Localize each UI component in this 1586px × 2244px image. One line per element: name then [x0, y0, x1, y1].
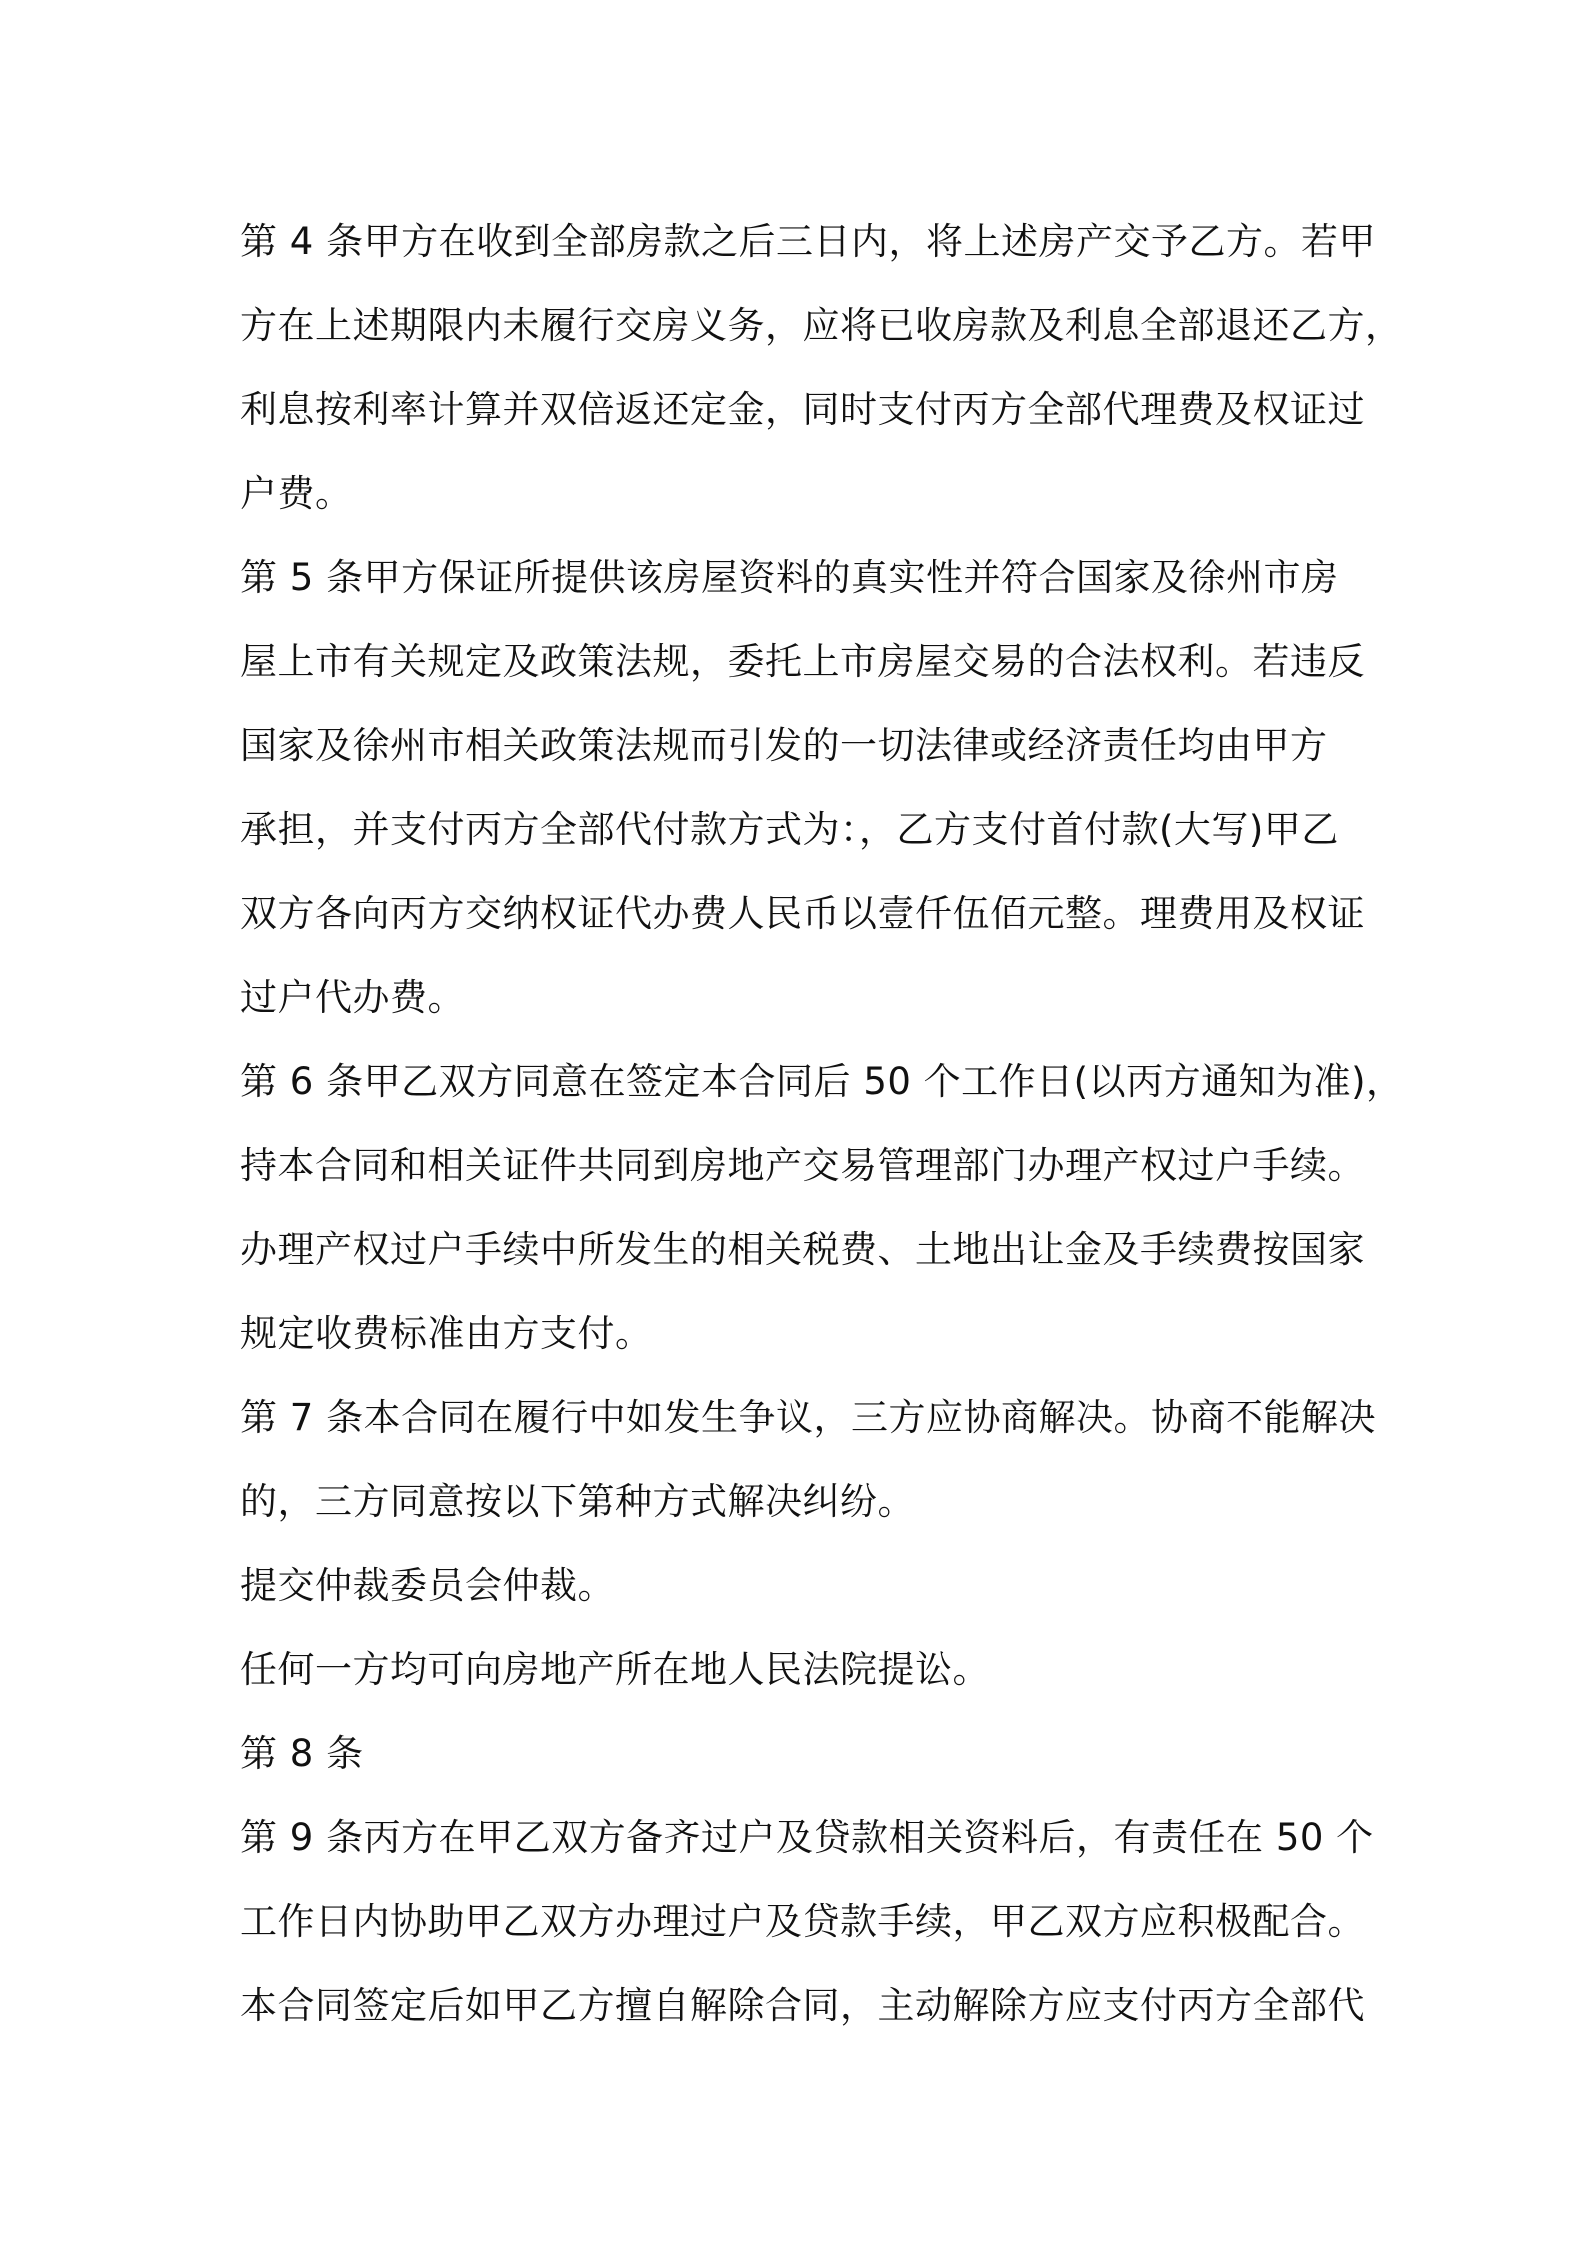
article-7-paragraph [240, 1376, 1377, 1544]
text-line: 持本合同和相关证件共同到房地产交易管理部门办理产权过户手续。 [240, 1144, 1365, 1187]
text-line: 的，三方同意按以下第种方式解决纠纷。 [240, 1480, 915, 1523]
text-line: 工作日内协助甲乙双方办理过户及贷款手续，甲乙双方应积极配合。 [240, 1900, 1365, 1943]
text-line: 方在上述期限内未履行交房义务，应将已收房款及利息全部退还乙方， [240, 304, 1403, 347]
text-line: 屋上市有关规定及政策法规，委托上市房屋交易的合法权利。若违反 [240, 640, 1365, 683]
article-5-paragraph [240, 536, 1365, 1040]
text-line: 第 5 条甲方保证所提供该房屋资料的真实性并符合国家及徐州市房 [240, 556, 1339, 599]
text-line: 第 9 条丙方在甲乙双方备齐过户及贷款相关资料后，有责任在 50 个 [240, 1816, 1374, 1859]
text-line: 第 7 条本合同在履行中如发生争议，三方应协商解决。协商不能解决 [240, 1396, 1377, 1439]
arbitration-option [240, 1544, 1360, 1628]
article-8-paragraph [240, 1712, 1360, 1796]
text-line: 第 6 条甲乙双方同意在签定本合同后 50 个工作日(以丙方通知为准)， [240, 1060, 1404, 1103]
text-line: 承担，并支付丙方全部代付款方式为：，乙方支付首付款(大写)甲乙 [240, 808, 1339, 851]
text-line: 户费。 [240, 472, 353, 515]
text-line: 第 4 条甲方在收到全部房款之后三日内，将上述房产交予乙方。若甲 [240, 220, 1377, 263]
article-9-paragraph [240, 1796, 1374, 2048]
contract-body [240, 200, 1404, 2048]
text-line: 双方各向丙方交纳权证代办费人民币以壹仟伍佰元整。理费用及权证 [240, 892, 1365, 935]
text-line: 国家及徐州市相关政策法规而引发的一切法律或经济责任均由甲方 [240, 724, 1328, 767]
text-line: 任何一方均可向房地产所在地人民法院提讼。 [240, 1648, 990, 1691]
text-line: 第 8 条 [240, 1732, 364, 1775]
text-line: 利息按利率计算并双倍返还定金，同时支付丙方全部代理费及权证过 [240, 388, 1365, 431]
text-line: 办理产权过户手续中所发生的相关税费、土地出让金及手续费按国家 [240, 1228, 1365, 1271]
litigation-option [240, 1628, 1360, 1712]
article-6-paragraph [240, 1040, 1404, 1376]
article-4-paragraph [240, 200, 1403, 536]
text-line: 本合同签定后如甲乙方擅自解除合同，主动解除方应支付丙方全部代 [240, 1984, 1365, 2027]
text-line: 提交仲裁委员会仲裁。 [240, 1564, 615, 1607]
text-line: 过户代办费。 [240, 976, 465, 1019]
text-line: 规定收费标准由方支付。 [240, 1312, 653, 1355]
